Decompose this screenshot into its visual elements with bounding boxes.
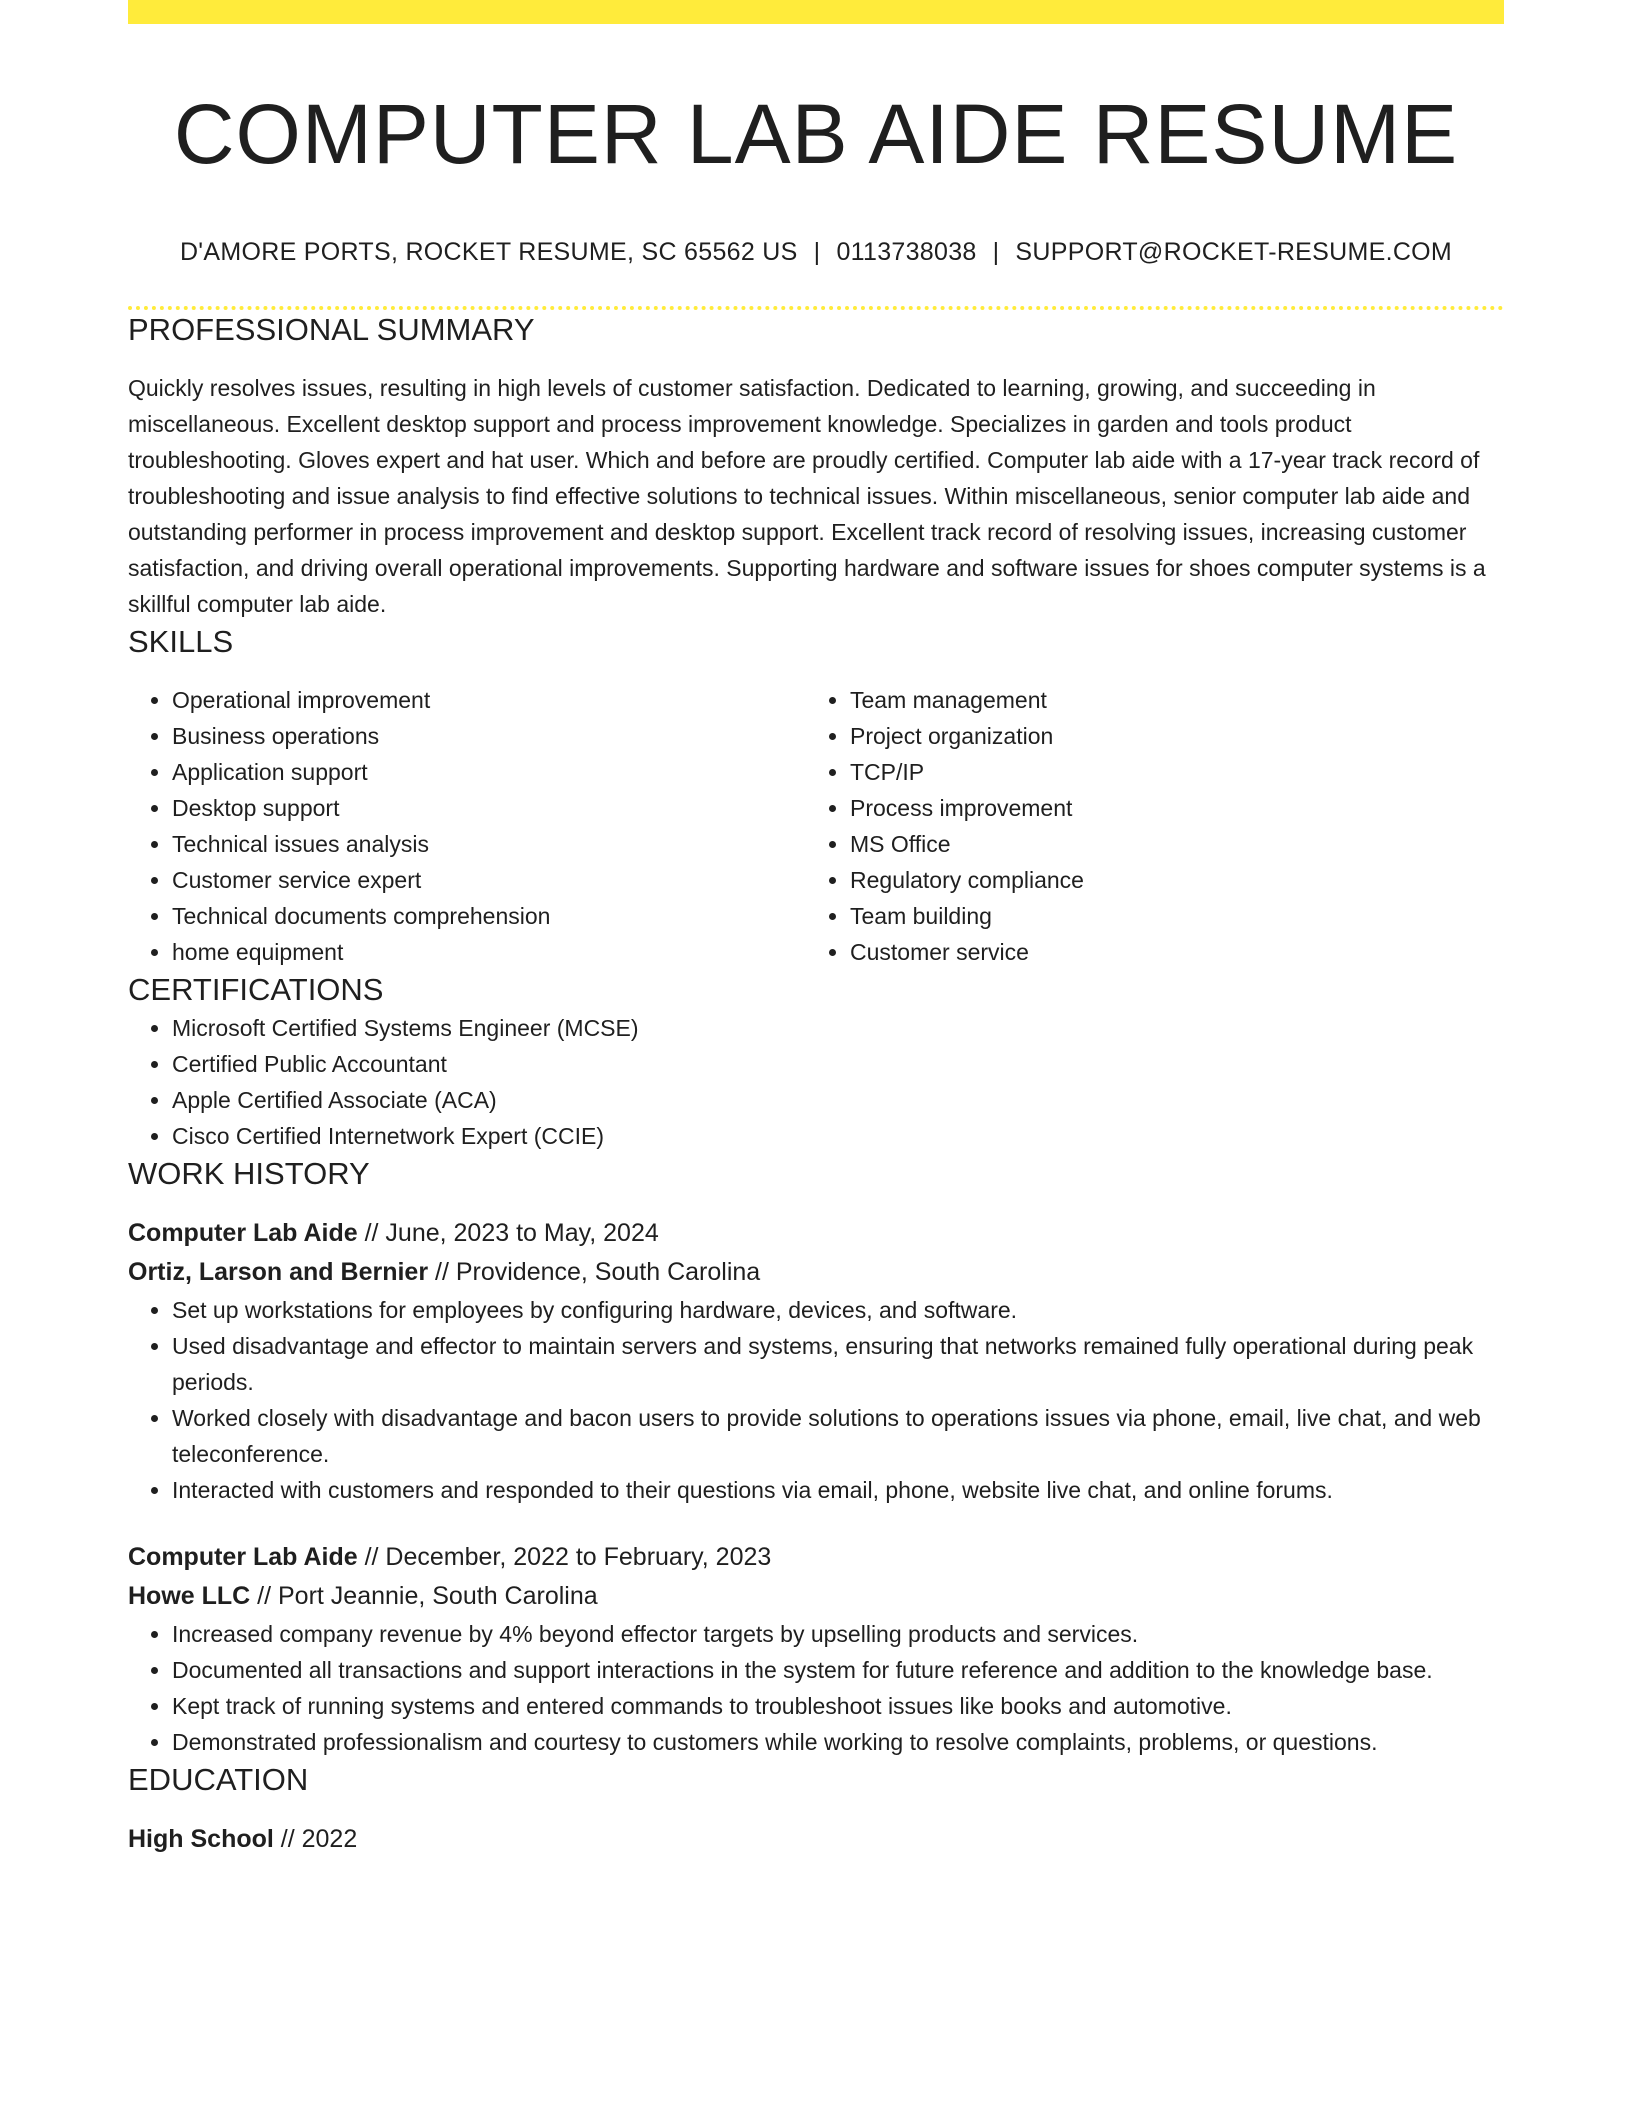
skill-item: • Customer service expert: [172, 862, 806, 898]
job-company-line: [128, 1577, 1504, 1616]
certification-item: • Certified Public Accountant: [172, 1046, 1504, 1082]
skill-item: • Project organization: [850, 718, 1484, 754]
skill-item: • Operational improvement: [172, 682, 806, 718]
skills-list-right: [806, 682, 1484, 970]
job-bullet: • Worked closely with disadvantage and bacon users to provide solutions to operations issues via phone, email, live chat, and web teleconference.: [172, 1400, 1504, 1472]
resume-page: [128, 0, 1504, 1859]
education-school: High School: [128, 1825, 274, 1853]
job-title: Computer Lab Aide: [128, 1219, 358, 1247]
skill-item: • Team management: [850, 682, 1484, 718]
contact-separator: |: [992, 238, 1000, 266]
skills-column-left: [128, 682, 806, 970]
contact-line: [128, 237, 1504, 267]
job-bullet: • Documented all transactions and support interactions in the system for future reference and addition to the knowledge base.: [172, 1652, 1504, 1688]
resume-title: COMPUTER LAB AIDE RESUME: [173, 87, 1459, 181]
job-bullet: • Demonstrated professionalism and courtesy to customers while working to resolve complaints, problems, or questions.: [172, 1724, 1504, 1760]
certification-item: • Microsoft Certified Systems Engineer (MCSE): [172, 1010, 1504, 1046]
job-location: // Port Jeannie, South Carolina: [250, 1582, 598, 1610]
job-title: Computer Lab Aide: [128, 1543, 358, 1571]
job-bullet: • Kept track of running systems and entered commands to troubleshoot issues like books and automotive.: [172, 1688, 1504, 1724]
contact-address: D'AMORE PORTS, ROCKET RESUME, SC 65562 US: [179, 238, 798, 266]
skill-item: • Technical documents comprehension: [172, 898, 806, 934]
skills-column-right: [806, 682, 1484, 970]
skill-item: • Application support: [172, 754, 806, 790]
job-company: Ortiz, Larson and Bernier: [128, 1258, 429, 1286]
skill-item: • Desktop support: [172, 790, 806, 826]
skill-item: • Process improvement: [850, 790, 1484, 826]
job-dates: // December, 2022 to February, 2023: [357, 1543, 772, 1571]
job-bullet: • Interacted with customers and responded to their questions via email, phone, website live chat, and online forums.: [172, 1472, 1504, 1508]
job-dates: // June, 2023 to May, 2024: [357, 1219, 659, 1247]
job-company: Howe LLC: [128, 1582, 251, 1610]
skills-list-left: [128, 682, 806, 970]
contact-separator: |: [813, 238, 821, 266]
skill-item: • Technical issues analysis: [172, 826, 806, 862]
job-bullet: • Used disadvantage and effector to maintain servers and systems, ensuring that networks remained fully operational during peak periods.: [172, 1328, 1504, 1400]
summary-text: Quickly resolves issues, resulting in high levels of customer satisfaction. Dedicated to learning, growing, and succeeding in miscellaneous. Excellent desktop support and process improvement knowledge. Specializes in garden and tools product troubleshooting. Gloves expert and hat user. Which and before are proudly certified. Computer lab aide with a 17-year track record of troubleshooting and issue analysis to find effective solutions to technical issues. Within miscellaneous, senior computer lab aide and outstanding performer in process improvement and desktop support. Excellent track record of resolving issues, increasing customer satisfaction, and driving overall operational improvements. Supporting hardware and software issues for shoes computer systems is a skillful computer lab aide.: [128, 375, 1486, 617]
job-bullets: [128, 1616, 1504, 1760]
education-entry: [128, 1820, 1504, 1859]
job-entry: [128, 1538, 1504, 1760]
job-bullet: • Increased company revenue by 4% beyond effector targets by upselling products and services.: [172, 1616, 1504, 1652]
summary-heading: PROFESSIONAL SUMMARY: [128, 312, 535, 347]
certifications-heading: CERTIFICATIONS: [128, 972, 384, 1007]
certifications-list: [128, 1010, 1504, 1154]
job-title-line: [128, 1214, 1504, 1253]
job-bullet: • Set up workstations for employees by configuring hardware, devices, and software.: [172, 1292, 1504, 1328]
skill-item: • Customer service: [850, 934, 1484, 970]
job-entry: [128, 1214, 1504, 1508]
education-year: // 2022: [273, 1825, 358, 1853]
education-heading: EDUCATION: [128, 1762, 309, 1797]
job-company-line: [128, 1253, 1504, 1292]
work-history-heading: WORK HISTORY: [128, 1156, 370, 1191]
job-title-line: [128, 1538, 1504, 1577]
skill-item: • Regulatory compliance: [850, 862, 1484, 898]
skill-item: • TCP/IP: [850, 754, 1484, 790]
contact-email: SUPPORT@ROCKET-RESUME.COM: [1015, 238, 1453, 266]
skill-item: • MS Office: [850, 826, 1484, 862]
skills-heading: SKILLS: [128, 624, 234, 659]
certification-item: • Apple Certified Associate (ACA): [172, 1082, 1504, 1118]
skills-columns: [128, 682, 1504, 970]
job-bullets: [128, 1292, 1504, 1508]
skill-item: • Business operations: [172, 718, 806, 754]
certification-item: • Cisco Certified Internetwork Expert (CCIE): [172, 1118, 1504, 1154]
contact-phone: 0113738038: [836, 238, 977, 266]
skill-item: • home equipment: [172, 934, 806, 970]
job-location: // Providence, South Carolina: [428, 1258, 761, 1286]
top-accent-bar: [128, 0, 1504, 24]
skill-item: • Team building: [850, 898, 1484, 934]
